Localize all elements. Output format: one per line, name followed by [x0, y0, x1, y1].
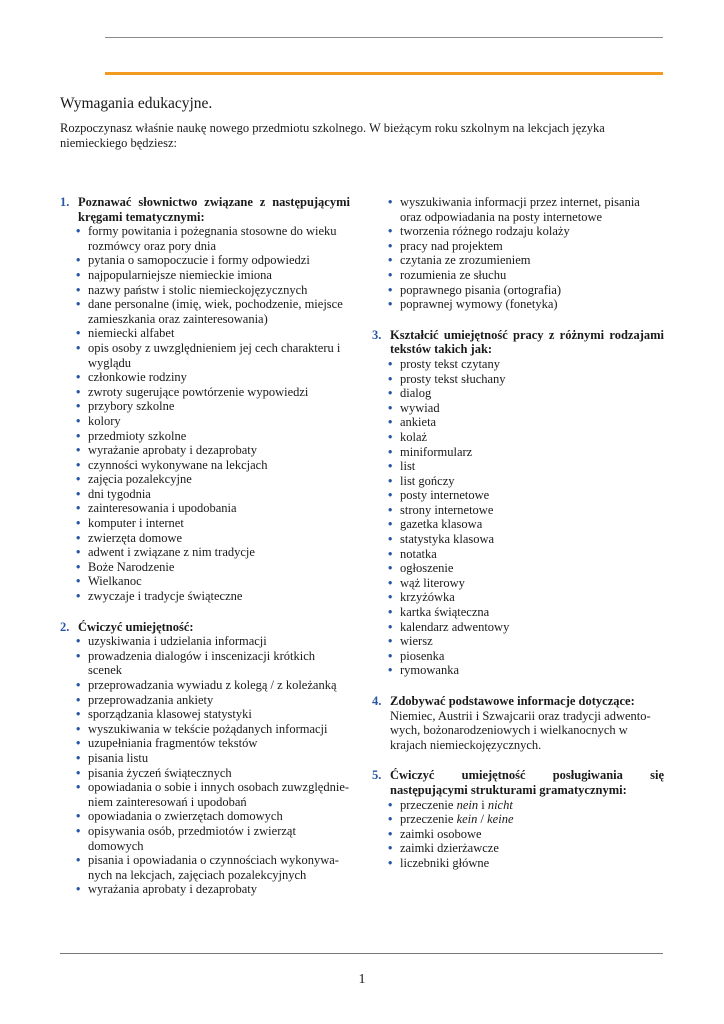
list-item: • dialog [390, 386, 664, 401]
section-heading: Ćwiczyć umiejętność posługiwania się następującymi strukturami gramatycznymi: [390, 768, 664, 797]
page-title: Wymagania edukacyjne. [60, 95, 213, 112]
list-item: • opowiadania o zwierzętach domowych [78, 809, 350, 824]
list-item: • prosty tekst słuchany [390, 372, 664, 387]
list-item: • czytania ze zrozumieniem [390, 253, 664, 268]
list-item: • wiersz [390, 634, 664, 649]
section-number: 2. [60, 619, 70, 634]
section-2 [60, 620, 350, 897]
list-item: • zaimki dzierżawcze [390, 841, 664, 856]
list-item: • tworzenia różnego rodzaju kolaży [390, 224, 664, 239]
list-item: • strony internetowe [390, 503, 664, 518]
section-3-list [372, 357, 664, 678]
list-item: • kolory [78, 414, 350, 429]
page-number: 1 [358, 972, 366, 987]
list-item: • Boże Narodzenie [78, 560, 350, 575]
list-item: • kalendarz adwentowy [390, 620, 664, 635]
header-rule [105, 37, 663, 38]
list-item: • przeprowadzania wywiadu z kolegą / z koleżanką [78, 678, 350, 693]
footer-rule [60, 953, 663, 954]
list-item: • zaimki osobowe [390, 827, 664, 842]
section-number: 1. [60, 195, 70, 209]
list-item: • kartka świąteczna [390, 605, 664, 620]
list-item: • miniformularz [390, 445, 664, 460]
list-item: • adwent i związane z nim tradycje [78, 545, 350, 560]
section-number: 3. [372, 327, 382, 342]
list-item: • nazwy państw i stolic niemieckojęzycznych [78, 283, 350, 298]
list-item: • pisania i opowiadania o czynnościach wykonywa-nych na lekcjach, zajęciach pozalekcyjnych [78, 853, 350, 882]
section-4-body: Niemiec, Austrii i Szwajcarii oraz tradycji adwento-wych, bożonarodzeniowych i wielkanocnych w krajach niemieckojęzycznych. [390, 708, 651, 752]
list-item: • statystyka klasowa [390, 532, 664, 547]
list-item: • opowiadania o sobie i innych osobach zuwzględnie-niem zainteresowań i upodobań [78, 780, 350, 809]
list-item: • prosty tekst czytany [390, 357, 664, 372]
list-item: • wyszukiwania w tekście pożądanych informacji [78, 722, 350, 737]
list-item: • przeczenie kein / keine [390, 812, 664, 827]
list-item: • sporządzania klasowej statystyki [78, 707, 350, 722]
list-item: • zwroty sugerujące powtórzenie wypowiedzi [78, 385, 350, 400]
list-item: • zwierzęta domowe [78, 531, 350, 546]
list-item: • pisania listu [78, 751, 350, 766]
section-4 [372, 694, 664, 752]
intro-paragraph: Rozpoczynasz właśnie naukę nowego przedmiotu szkolnego. W bieżącym roku szkolnym na lekcjach języka niemieckiego będziesz: [60, 121, 605, 150]
section-2-continued [372, 195, 664, 312]
list-item: • komputer i internet [78, 516, 350, 531]
list-item: • rymowanka [390, 663, 664, 678]
section-5-list [372, 798, 664, 871]
list-item: • liczebniki główne [390, 856, 664, 871]
list-item: • zwyczaje i tradycje świąteczne [78, 589, 350, 604]
list-item: • notatka [390, 547, 664, 562]
list-item: • poprawnego pisania (ortografia) [390, 283, 664, 298]
list-item: • dni tygodnia [78, 487, 350, 502]
list-item: • członkowie rodziny [78, 370, 350, 385]
section-heading: Zdobywać podstawowe informacje dotyczące: [390, 694, 635, 708]
left-column [60, 195, 350, 913]
section-1 [60, 195, 350, 604]
list-item: • dane personalne (imię, wiek, pochodzenie, miejsce zamieszkania oraz zainteresowania) [78, 297, 350, 326]
list-item: • uzyskiwania i udzielania informacji [78, 634, 350, 649]
list-item: • przybory szkolne [78, 399, 350, 414]
list-item: • opis osoby z uwzględnieniem jej cech charakteru i wyglądu [78, 341, 350, 370]
list-item: • piosenka [390, 649, 664, 664]
list-item: • wywiad [390, 401, 664, 416]
list-item: • poprawnej wymowy (fonetyka) [390, 297, 664, 312]
list-item: • krzyżówka [390, 590, 664, 605]
list-item: • kolaż [390, 430, 664, 445]
list-item: • opisywania osób, przedmiotów i zwierząt domowych [78, 824, 350, 853]
list-item: • ankieta [390, 415, 664, 430]
list-item: • przedmioty szkolne [78, 429, 350, 444]
list-item: • przeczenie nein i nicht [390, 798, 664, 813]
list-item: • posty internetowe [390, 488, 664, 503]
list-item: • prowadzenia dialogów i inscenizacji krótkich scenek [78, 649, 350, 678]
section-3 [372, 328, 664, 678]
list-item: • list gończy [390, 474, 664, 489]
list-item: • wąż literowy [390, 576, 664, 591]
list-item: • wyszukiwania informacji przez internet, pisania oraz odpowiadania na posty internetowe [390, 195, 664, 224]
list-item: • uzupełniania fragmentów tekstów [78, 736, 350, 751]
list-item: • formy powitania i pożegnania stosowne do wieku rozmówcy oraz pory dnia [78, 224, 350, 253]
section-number: 4. [372, 694, 382, 708]
list-item: • czynności wykonywane na lekcjach [78, 458, 350, 473]
section-heading: Kształcić umiejętność pracy z różnymi rodzajami tekstów takich jak: [390, 327, 664, 357]
list-item: • list [390, 459, 664, 474]
right-column [372, 195, 664, 887]
list-item: • Wielkanoc [78, 574, 350, 589]
list-item: • zajęcia pozalekcyjne [78, 472, 350, 487]
section-1-list [60, 224, 350, 603]
section-heading: Ćwiczyć umiejętność: [78, 619, 194, 634]
list-item: • najpopularniejsze niemieckie imiona [78, 268, 350, 283]
list-item: • rozumienia ze słuchu [390, 268, 664, 283]
list-item: • ogłoszenie [390, 561, 664, 576]
section-heading: Poznawać słownictwo związane z następującymi kręgami tematycznymi: [78, 195, 350, 224]
list-item: • wyrażanie aprobaty i dezaprobaty [78, 443, 350, 458]
section-2-list [60, 634, 350, 897]
list-item: • pytania o samopoczucie i formy odpowiedzi [78, 253, 350, 268]
list-item: • pisania życzeń świątecznych [78, 766, 350, 781]
section-number: 5. [372, 768, 382, 783]
section-2-list-continued [372, 195, 664, 312]
list-item: • gazetka klasowa [390, 517, 664, 532]
list-item: • zainteresowania i upodobania [78, 501, 350, 516]
header-accent-rule [105, 72, 663, 75]
list-item: • wyrażania aprobaty i dezaprobaty [78, 882, 350, 897]
section-5 [372, 768, 664, 870]
list-item: • pracy nad projektem [390, 239, 664, 254]
list-item: • niemiecki alfabet [78, 326, 350, 341]
list-item: • przeprowadzania ankiety [78, 693, 350, 708]
